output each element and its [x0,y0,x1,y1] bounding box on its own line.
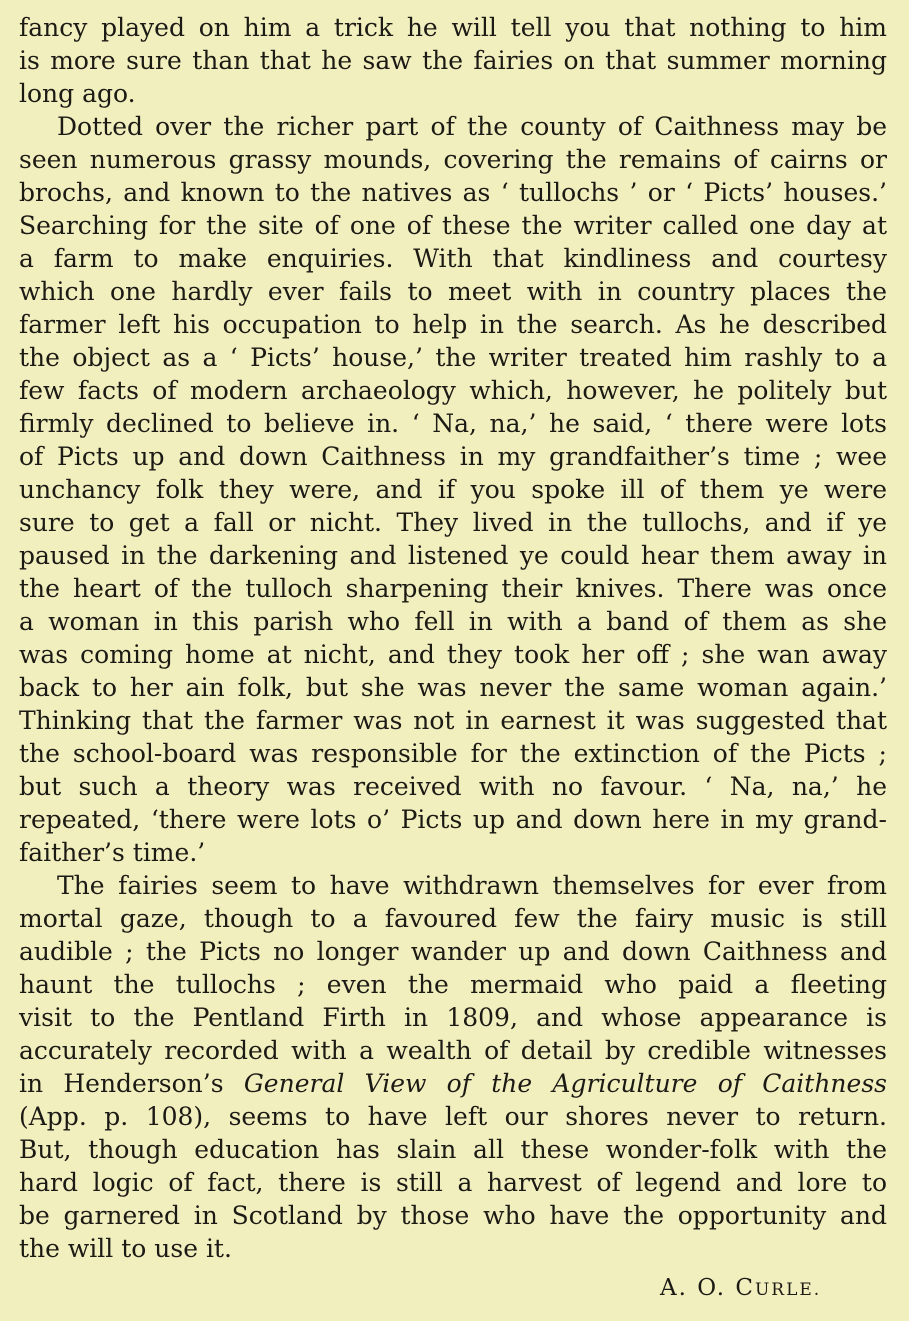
book-title: General View of the Agriculture of Caithness [243,1069,887,1098]
text-line: farmer left his occupation to help in the search. As he described [19,310,887,339]
text-line: Searching for the site of one of these the writer called one day at [19,211,887,240]
citation-line [19,1067,887,1100]
text-line: firmly declined to believe in. ‘ Na, na,’ he said, ‘ there were lots [19,409,887,438]
author-signature [660,1275,821,1301]
text-line: accurately recorded with a wealth of detail by credible witnesses [19,1036,887,1065]
text-line: mortal gaze, though to a favoured few the fairy music is still [19,904,887,933]
text-line: which one hardly ever fails to meet with in country places the [19,277,887,306]
signature-initials: A. O. C [660,1275,755,1301]
citation-prefix: in Henderson’s [19,1069,244,1098]
text-line: but such a theory was received with no favour. ‘ Na, na,’ he [19,772,887,801]
text-line: is more sure than that he saw the fairies on that summer morning [19,46,887,75]
signature-small-caps: URLE. [754,1280,822,1300]
text-line: a farm to make enquiries. With that kindliness and courtesy [19,244,887,273]
text-line: hard logic of fact, there is still a harvest of legend and lore to [19,1168,887,1197]
text-line: faither’s time.’ [19,838,206,867]
paragraph-1 [19,11,887,110]
text-line: seen numerous grassy mounds, covering the remains of cairns or [19,145,887,174]
text-line: back to her ain folk, but she was never the same woman again.’ [19,673,887,702]
text-line: (App. p. 108), seems to have left our shores never to return. [19,1102,887,1131]
text-line: Dotted over the richer part of the county of Caithness may be [57,112,887,141]
text-line: But, though education has slain all these wonder-folk with the [19,1135,887,1164]
text-line: long ago. [19,79,136,108]
text-line: brochs, and known to the natives as ‘ tullochs ’ or ‘ Picts’ houses.’ [19,178,887,207]
text-line: sure to get a fall or nicht. They lived in the tullochs, and if ye [19,508,887,537]
text-line: paused in the darkening and listened ye could hear them away in [19,541,887,570]
text-line: the school-board was responsible for the extinction of the Picts ; [19,739,887,768]
text-line: be garnered in Scotland by those who have the opportunity and [19,1201,887,1230]
paragraph-2 [19,110,887,869]
text-line: a woman in this parish who fell in with a band of them as she [19,607,887,636]
text-line: haunt the tullochs ; even the mermaid who paid a fleeting [19,970,887,999]
text-line: the object as a ‘ Picts’ house,’ the writer treated him rashly to a [19,343,887,372]
text-line: the heart of the tulloch sharpening their knives. There was once [19,574,887,603]
document-page [19,11,887,1265]
text-line: repeated, ‘there were lots o’ Picts up and down here in my grand- [19,805,887,834]
paragraph-3 [19,869,887,1265]
text-line: The fairies seem to have withdrawn themselves for ever from [57,871,887,900]
text-line: of Picts up and down Caithness in my grandfaither’s time ; wee [19,442,887,471]
text-line: audible ; the Picts no longer wander up and down Caithness and [19,937,887,966]
text-line: few facts of modern archaeology which, however, he politely but [19,376,887,405]
text-line: visit to the Pentland Firth in 1809, and whose appearance is [19,1003,887,1032]
text-line: Thinking that the farmer was not in earnest it was suggested that [19,706,887,735]
text-line: unchancy folk they were, and if you spoke ill of them ye were [19,475,887,504]
text-line: was coming home at nicht, and they took her off ; she wan away [19,640,887,669]
text-line: fancy played on him a trick he will tell you that nothing to him [19,13,887,42]
text-line: the will to use it. [19,1234,232,1263]
